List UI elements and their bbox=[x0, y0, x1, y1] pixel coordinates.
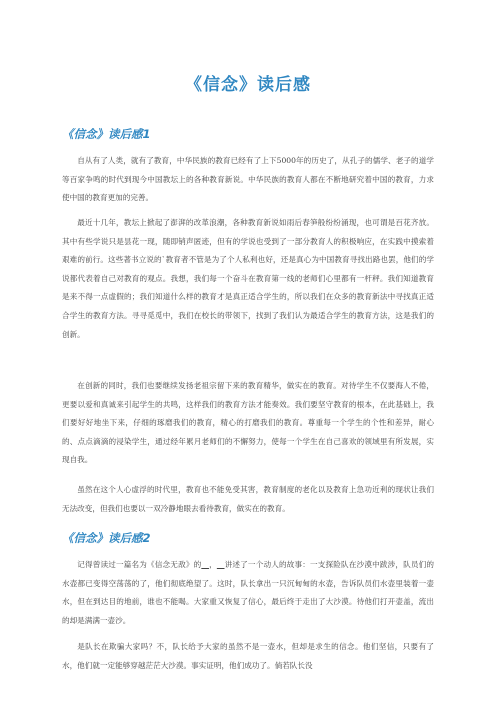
paragraph-text: ， bbox=[208, 560, 217, 569]
paragraph-text: 记得曾读过一篇名为《信念无敌》的 bbox=[77, 560, 202, 569]
section-1-paragraph-4: 虽然在这个人心虚浮的时代里，教育也不能免受其害，教育制度的老化以及教育上急功近利的现状让我们无法改变，但我们也要以一双冷静地眼去看待教育，做实在的教育。 bbox=[62, 485, 434, 513]
blank-underline: __ bbox=[216, 560, 225, 569]
section-1-paragraph-1: 自从有了人类，就有了教育，中华民族的教育已经有了上下5000年的历史了，从孔子的儒学、老子的道学等百家争鸣的时代到现今中国教坛上的各种教育新说。中华民族的教育人都在不断地研究着中国的教育，力求使中国的教育更加的完善。 bbox=[62, 156, 434, 203]
section-2-paragraph-1 bbox=[62, 556, 434, 630]
section-1-paragraph-3: 在创新的同时，我们也要继续发扬老祖宗留下来的教育精华，做实在的教育。对待学生不仅要海人不倦，更要以爱和真诚来引起学生的共鸣，这样我们的教育方法才能奏效。我们要坚守教育的根本，在此基础上，我们要好好地坐下来，仔细的琢磨我们的教育，精心的打磨我们的教育。尊重每一个学生的个性和差异，耐心的、点点滴滴的浸染学生，通过经年累月老师们的不懈努力，使每一个学生在自己喜欢的领域里有所发展，实现自我。 bbox=[62, 381, 434, 465]
document-title: 《信念》读后感 bbox=[185, 75, 311, 95]
paragraph-text: 讲述了一个动人的故事：一支探险队在沙漠中跋涉，队员们的水壶都已变得空荡荡的了，他们彻底绝望了。这时，队长拿出一只沉甸甸的水壶，告诉队员们水壶里装着一壶水，但在到达目的地前，谁也不能喝。大家重又恢复了信心，最后终于走出了大沙漠。待他们打开壶盖，流出的却是满满一壶沙。 bbox=[62, 560, 435, 625]
section-heading-1: 《信念》读后感1 bbox=[62, 127, 151, 141]
section-1-paragraph-2: 最近十几年，教坛上掀起了澎湃的改革浪潮，各种教育新说如雨后春笋般纷纷涌现，也可谓是百花齐放。其中有些学说只是昙花一现，随即销声匿迹，但有的学说也受到了一部分教育人的积极响应，在实践中摸索着艰难的前行。这些著书立说的`教育者不管是为了个人私利也好，还是真心为中国教育寻找出路也罢，他们的学说都代表着自己对教育的观点。我想，我们每一个奋斗在教育第一线的老师们心里都有一杆秤。我们知道教育是来不得一点虚假的；我们知道什么样的教育才是真正适合学生的，所以我们在众多的教育新法中寻找真正适合学生的教育方法。寻寻觅觅中，我们在校长的带领下，找到了我们认为最适合学生的教育方法，这是我们的创新。 bbox=[62, 218, 434, 339]
section-heading-2: 《信念》读后感2 bbox=[62, 531, 151, 545]
blank-underline: __ bbox=[201, 560, 209, 569]
section-2-paragraph-2: 是队长在欺骗大家吗？不，队长给予大家的虽然不是一壶水，但却是求生的信念。他们坚信，只要有了水，他们就一定能够穿越茫茫大沙漠。事实证明，他们成功了。倘若队长没 bbox=[62, 642, 434, 670]
